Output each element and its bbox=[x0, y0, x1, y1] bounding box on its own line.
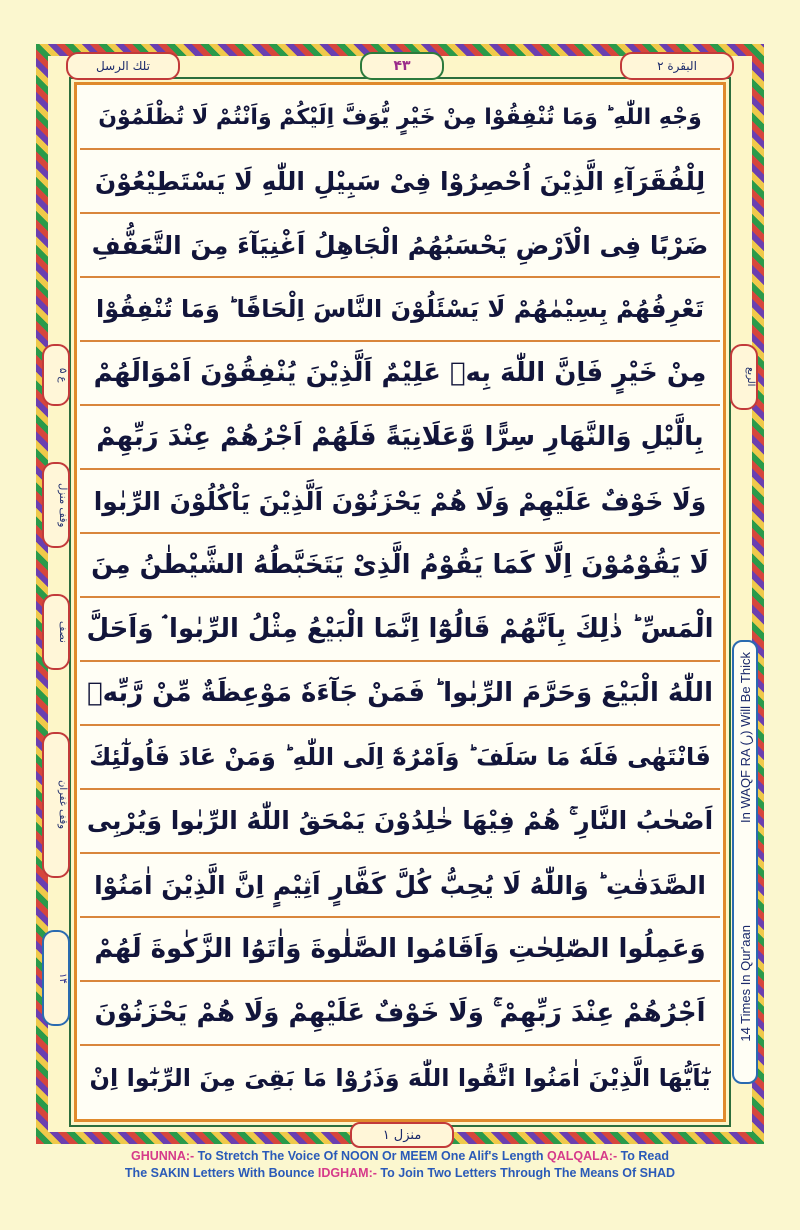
text-line bbox=[80, 918, 720, 982]
text-line bbox=[80, 854, 720, 918]
line-text: تَعْرِفُهُمْ بِسِيْمٰهُمْ لَا يَسْئَلُوْنَ النَّاسَ اِلْحَافًا ؕ وَمَا تُنْفِقُوْا bbox=[96, 295, 704, 323]
idgham-text: To Join Two Letters Through The Means Of SHAD bbox=[380, 1166, 676, 1180]
waqf-ghufran-marker: وقف غفران bbox=[42, 732, 70, 878]
text-line bbox=[80, 342, 720, 406]
text-line bbox=[80, 470, 720, 534]
manzil-marker: منزل ۱ bbox=[350, 1122, 454, 1148]
line-text: بِالَّيْلِ وَالنَّهَارِ سِرًّا وَّعَلَانِيَةً فَلَهُمْ اَجْرُهُمْ عِنْدَ رَبِّهِمْ bbox=[96, 422, 704, 452]
text-line bbox=[80, 662, 720, 726]
line-text: وَلَا خَوْفٌ عَلَيْهِمْ وَلَا هُمْ يَحْزَنُوْنَ اَلَّذِيْنَ يَاْكُلُوْنَ الرِّبٰوا bbox=[93, 486, 707, 516]
tajweed-legend bbox=[0, 1148, 800, 1182]
qalqala-label: QALQALA:- bbox=[546, 1149, 618, 1163]
line-text: اللّٰهُ الْبَيْعَ وَحَرَّمَ الرِّبٰوا ؕ فَمَنْ جَآءَهٗ مَوْعِظَةٌ مِّنْ رَّبِّهٖ bbox=[87, 678, 713, 708]
text-line bbox=[80, 534, 720, 598]
legend-line-2 bbox=[0, 1165, 800, 1182]
text-line bbox=[80, 982, 720, 1046]
line-text: الْمَسِّ ؕ ذٰلِكَ بِاَنَّهُمْ قَالُوْٓا اِنَّمَا الْبَيْعُ مِثْلُ الرِّبٰوا ۘ وَاَحَلَّ bbox=[86, 613, 714, 644]
idgham-label: IDGHAM:- bbox=[317, 1166, 377, 1180]
text-line bbox=[80, 406, 720, 470]
line-text: لِلْفُقَرَآءِ الَّذِيْنَ اُحْصِرُوْا فِىْ سَبِيْلِ اللّٰهِ لَا يَسْتَطِيْعُوْنَ bbox=[94, 166, 706, 196]
rub-marker: الربع bbox=[730, 344, 758, 410]
ghunna-label: GHUNNA:- bbox=[131, 1149, 195, 1163]
count-marker: ۱۴ bbox=[42, 930, 70, 1026]
line-text: الصَّدَقٰتِ ؕ وَاللّٰهُ لَا يُحِبُّ كُلَّ كَفَّارٍ اَثِيْمٍ اِنَّ الَّذِيْنَ اٰمَنُوْا bbox=[94, 870, 706, 900]
text-line bbox=[80, 150, 720, 214]
left-margin-notes bbox=[40, 82, 70, 1122]
text-line bbox=[80, 1046, 720, 1110]
line-text: ضَرْبًا فِى الْاَرْضِ يَحْسَبُهُمُ الْجَاهِلُ اَغْنِيَآءَ مِنَ التَّعَفُّفِ bbox=[91, 230, 709, 260]
waqf-marker: وقف منزل bbox=[42, 462, 70, 548]
text-line bbox=[80, 86, 720, 150]
qalqala-text: To Read bbox=[620, 1149, 669, 1163]
line-text: وَعَمِلُوا الصّٰلِحٰتِ وَاَقَامُوا الصَّلٰوةَ وَاٰتَوُا الزَّكٰوةَ لَهُمْ bbox=[94, 934, 706, 964]
text-line bbox=[80, 790, 720, 854]
text-line bbox=[80, 726, 720, 790]
qalqala-text-cont: The SAKIN Letters With Bounce bbox=[124, 1166, 315, 1180]
line-text: اَصْحٰبُ النَّارِ ۚ هُمْ فِيْهَا خٰلِدُوْنَ يَمْحَقُ اللّٰهُ الرِّبٰوا وَيُرْبِى bbox=[86, 806, 714, 835]
surah-label: البقرة ۲ bbox=[620, 52, 734, 80]
nisf-marker: نصف bbox=[42, 594, 70, 670]
line-text: لَا يَقُوْمُوْنَ اِلَّا كَمَا يَقُوْمُ الَّذِىْ يَتَخَبَّطُهُ الشَّيْطٰنُ مِنَ bbox=[91, 550, 709, 580]
ruku-marker: ع ۵ bbox=[42, 344, 70, 406]
line-text: اَجْرُهُمْ عِنْدَ رَبِّهِمْ ۚ وَلَا خَوْفٌ عَلَيْهِمْ وَلَا هُمْ يَحْزَنُوْنَ bbox=[94, 997, 706, 1028]
page-number: ۴۳ bbox=[360, 52, 444, 80]
text-line bbox=[80, 598, 720, 662]
quran-text-block bbox=[80, 86, 720, 1116]
occurrence-note: 14 Times In Qur'aan bbox=[737, 925, 753, 1042]
juz-label: تلك الرسل bbox=[66, 52, 180, 80]
ghunna-text: To Stretch The Voice Of NOON Or MEEM One Alif's Length bbox=[197, 1149, 544, 1163]
line-text: يٰٓاَيُّهَا الَّذِيْنَ اٰمَنُوا اتَّقُوا اللّٰهَ وَذَرُوْا مَا بَقِىَ مِنَ الرِّبٰٓوا اِنْ bbox=[89, 1064, 711, 1092]
page-header bbox=[60, 52, 740, 82]
text-line bbox=[80, 214, 720, 278]
tajweed-side-note bbox=[732, 640, 758, 1084]
line-text: فَانْتَهٰى فَلَهٗ مَا سَلَفَ ؕ وَاَمْرُهٗٓ اِلَى اللّٰهِ ؕ وَمَنْ عَادَ فَاُولٰٓئِكَ bbox=[89, 743, 711, 771]
text-line bbox=[80, 278, 720, 342]
legend-line-1 bbox=[0, 1148, 800, 1165]
line-text: وَجْهِ اللّٰهِ ؕ وَمَا تُنْفِقُوْا مِنْ خَيْرٍ يُّوَفَّ اِلَيْكُمْ وَاَنْتُمْ لَا تُظْلَمُوْنَ bbox=[98, 104, 702, 130]
line-text: مِنْ خَيْرٍ فَاِنَّ اللّٰهَ بِهٖ عَلِيْمٌ اَلَّذِيْنَ يُنْفِقُوْنَ اَمْوَالَهُمْ bbox=[93, 358, 707, 388]
waqf-ra-note: In WAQF RA (ﺭ) Will Be Thick bbox=[737, 652, 753, 823]
